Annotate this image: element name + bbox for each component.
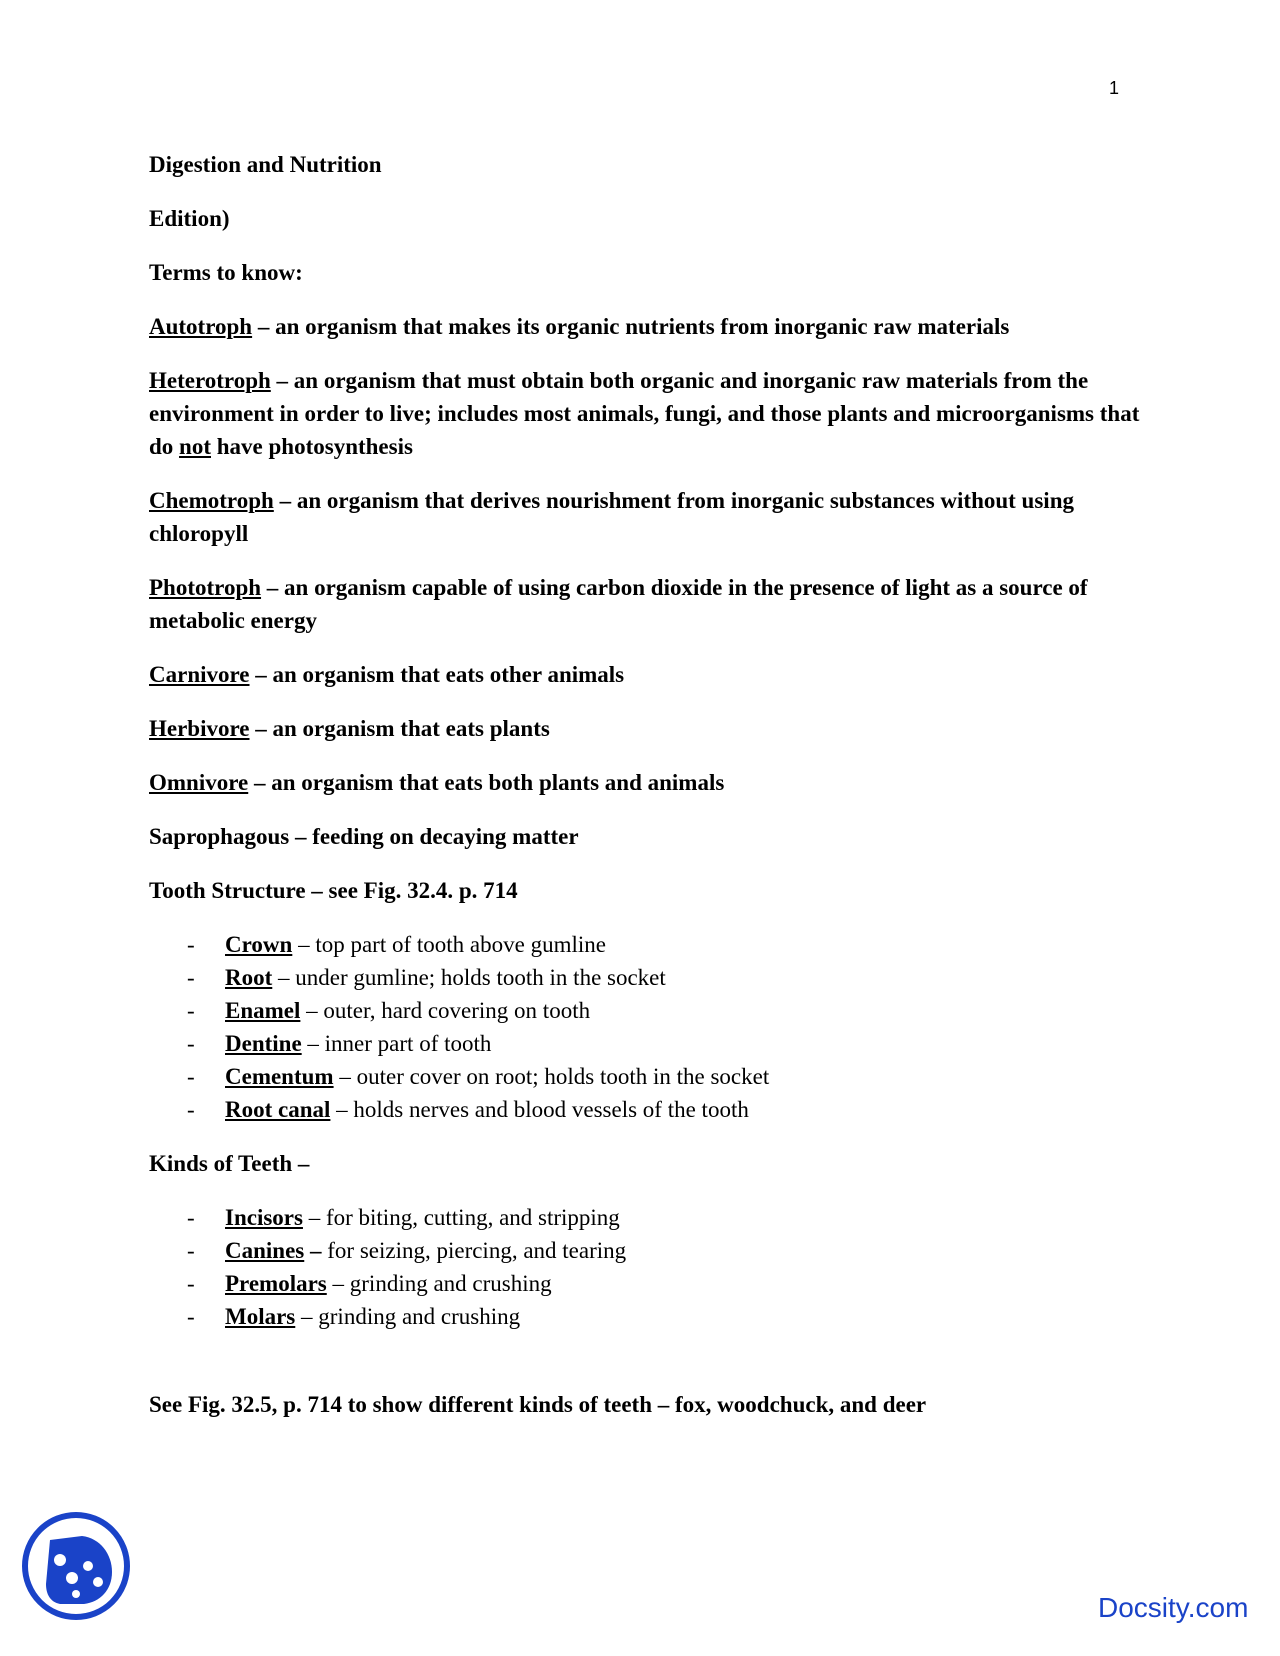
bullet-dash: -	[187, 1064, 195, 1089]
tooth-structure-list	[149, 928, 1149, 1126]
list-text: – for biting, cutting, and stripping	[302, 1205, 620, 1230]
term-definition: – an organism that derives nourishment from inorganic substances without using chloropyll	[149, 488, 1074, 546]
bullet-dash: -	[187, 965, 195, 990]
bold-dash: –	[304, 1238, 322, 1263]
list-term: Premolars	[225, 1271, 327, 1296]
see-figure-note: See Fig. 32.5, p. 714 to show different kinds of teeth – fox, woodchuck, and deer	[149, 1392, 927, 1417]
term-label: Herbivore	[149, 716, 250, 741]
term-label: Autotroph	[149, 314, 253, 339]
list-text: – grinding and crushing	[326, 1271, 552, 1296]
list-term: Dentine	[225, 1031, 302, 1056]
list-text: – under gumline; holds tooth in the socket	[272, 965, 666, 990]
term-label: Phototroph	[149, 575, 262, 600]
list-term: Cementum	[225, 1064, 334, 1089]
list-text: – outer, hard covering on tooth	[300, 998, 591, 1023]
list-term: Root	[225, 965, 273, 990]
list-item	[149, 1267, 1149, 1300]
emphasis-not: not	[179, 434, 211, 459]
bullet-dash: -	[187, 998, 195, 1023]
kinds-of-teeth-heading: Kinds of Teeth –	[149, 1151, 310, 1176]
list-item	[149, 1093, 1149, 1126]
term-definition: – an organism that eats both plants and animals	[248, 770, 725, 795]
term-label: Carnivore	[149, 662, 250, 687]
term-herbivore	[149, 712, 1149, 745]
document-title: Digestion and Nutrition	[149, 152, 382, 177]
edition-line: Edition)	[149, 206, 230, 231]
term-saprophagous: Saprophagous – feeding on decaying matter	[149, 824, 579, 849]
term-phototroph	[149, 571, 1149, 637]
list-item	[149, 1201, 1149, 1234]
list-text: for seizing, piercing, and tearing	[321, 1238, 627, 1263]
kinds-of-teeth-list	[149, 1201, 1149, 1333]
term-autotroph	[149, 310, 1149, 343]
bullet-dash: -	[187, 1205, 195, 1230]
term-chemotroph	[149, 484, 1149, 550]
tooth-structure-heading: Tooth Structure – see Fig. 32.4. p. 714	[149, 878, 518, 903]
bullet-dash: -	[187, 932, 195, 957]
list-item	[149, 1027, 1149, 1060]
term-label: Chemotroph	[149, 488, 274, 513]
term-definition: – an organism capable of using carbon dioxide in the presence of light as a source of metabolic energy	[149, 575, 1088, 633]
bullet-dash: -	[187, 1304, 195, 1329]
terms-heading: Terms to know:	[149, 260, 303, 285]
page-number: 1	[1109, 78, 1120, 98]
list-item	[149, 1300, 1149, 1333]
term-definition: – an organism that makes its organic nutrients from inorganic raw materials	[252, 314, 1010, 339]
term-carnivore	[149, 658, 1149, 691]
term-label: Heterotroph	[149, 368, 271, 393]
list-text: – outer cover on root; holds tooth in the socket	[333, 1064, 770, 1089]
list-term: Root canal	[225, 1097, 331, 1122]
list-text: – holds nerves and blood vessels of the tooth	[330, 1097, 749, 1122]
document-content	[149, 148, 1149, 1442]
list-item	[149, 928, 1149, 961]
list-item	[149, 1234, 1149, 1267]
list-term: Molars	[225, 1304, 296, 1329]
bullet-dash: -	[187, 1031, 195, 1056]
bullet-dash: -	[187, 1271, 195, 1296]
bullet-dash: -	[187, 1238, 195, 1263]
list-term: Crown	[225, 932, 293, 957]
spacer	[149, 1354, 1149, 1388]
term-omnivore	[149, 766, 1149, 799]
list-term: Enamel	[225, 998, 301, 1023]
list-term: Incisors	[225, 1205, 303, 1230]
list-text: – top part of tooth above gumline	[292, 932, 606, 957]
list-term: Canines	[225, 1238, 305, 1263]
term-label: Omnivore	[149, 770, 249, 795]
list-text: – inner part of tooth	[301, 1031, 492, 1056]
term-definition-end: have photosynthesis	[211, 434, 413, 459]
docsity-watermark: Docsity.com	[1098, 1592, 1249, 1623]
list-text: – grinding and crushing	[295, 1304, 521, 1329]
list-item	[149, 994, 1149, 1027]
term-definition: – an organism that eats plants	[249, 716, 550, 741]
list-item	[149, 1060, 1149, 1093]
docsity-logo-icon	[20, 1510, 132, 1622]
term-definition: – an organism that eats other animals	[249, 662, 625, 687]
bullet-dash: -	[187, 1097, 195, 1122]
term-definition: – an organism that must obtain both organic and inorganic raw materials from the environment in order to live; includes most animals, fungi, and those plants and microorganisms that do	[149, 368, 1140, 459]
list-item	[149, 961, 1149, 994]
term-heterotroph	[149, 364, 1149, 463]
